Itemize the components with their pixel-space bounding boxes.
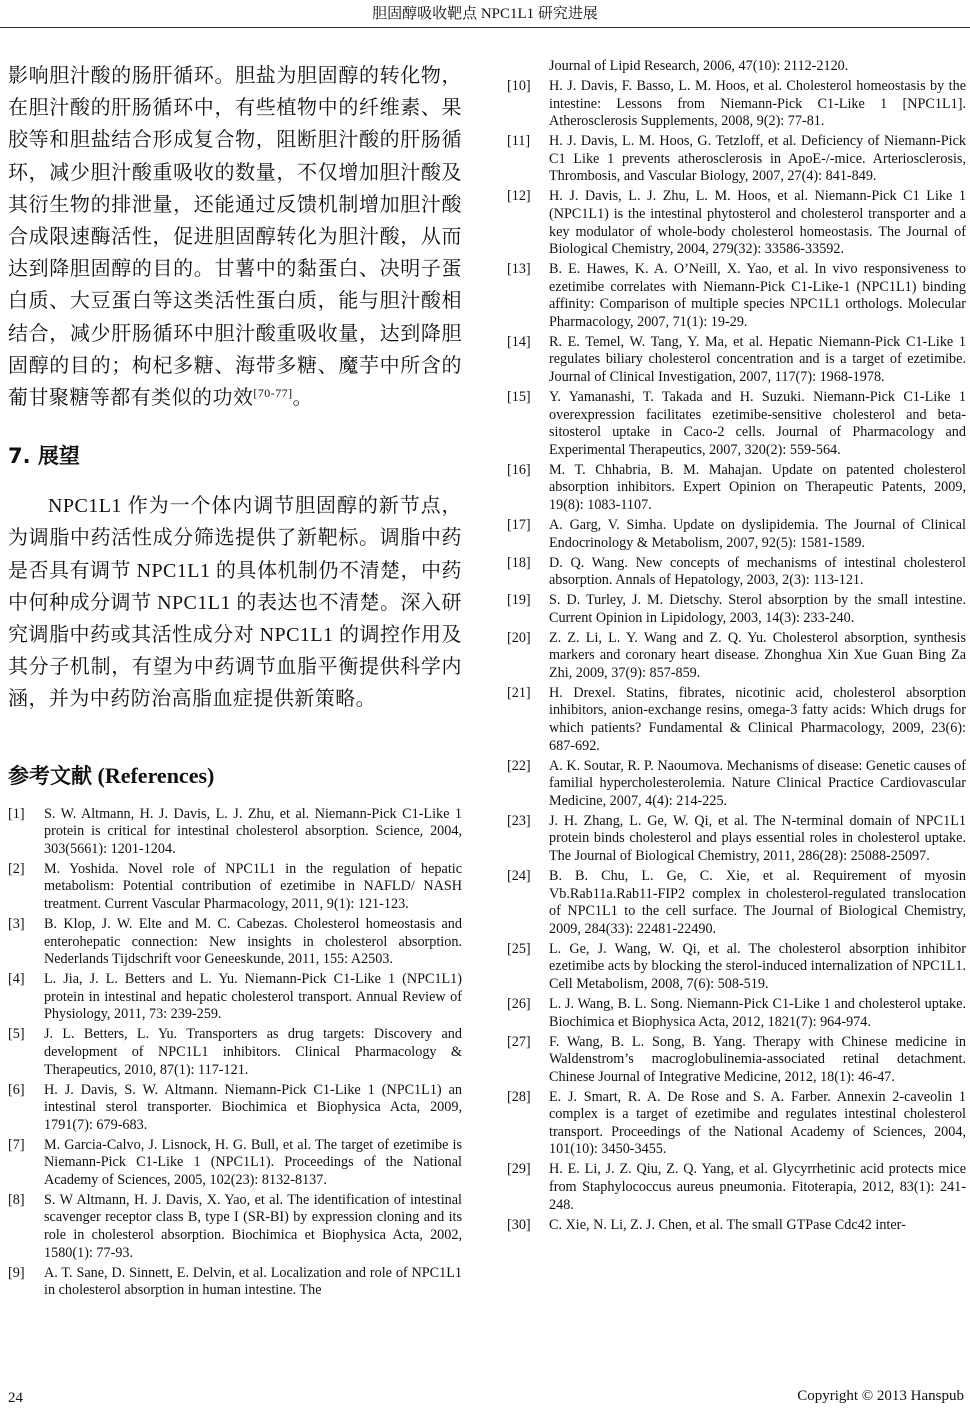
reference-text: R. E. Temel, W. Tang, Y. Ma, et al. Hepatic Niemann-Pick C1-Like 1 regulates biliary cholesterol concentration and is a target of ezetimibe. Journal of Clinical Investigation, 2007, 117(7): 1968-1978. bbox=[549, 333, 966, 386]
reference-item bbox=[507, 1161, 966, 1214]
right-column bbox=[507, 58, 966, 1237]
reference-number: [3] bbox=[8, 916, 25, 932]
reference-number: [6] bbox=[8, 1081, 25, 1098]
reference-item bbox=[8, 1265, 462, 1300]
body-paragraph-outlook: NPC1L1 作为一个体内调节胆固醇的新节点，为调脂中药活性成分筛选提供了新靶标。调脂中药是否具有调节 NPC1L1 的具体机制仍不清楚，中药中何种成分调节 NPC1L1 的表达也不清楚。深入研究调脂中药或其活性成分对 NPC1L1 的调控作用及其分子机制，有望为中药调节血脂平衡提供科学内涵，并为中药防治高脂血症提供新策略。 bbox=[8, 495, 462, 711]
reference-number: [24] bbox=[507, 867, 531, 884]
reference-text: J. L. Betters, L. Yu. Transporters as drug targets: Discovery and development of NPC1L1 inhibitors. Clinical Pharmacology & Therapeutics, 2010, 87(1): 117-121. bbox=[44, 1026, 462, 1078]
reference-number: [4] bbox=[8, 971, 25, 988]
reference-number: [29] bbox=[507, 1161, 531, 1178]
reference-text: L. Jia, J. L. Betters and L. Yu. Niemann-Pick C1-Like 1 (NPC1L1) protein in intestinal and hepatic cholesterol transport. Annual Review of Physiology, 2011, 73: 239-259. bbox=[44, 971, 462, 1023]
reference-item bbox=[8, 1082, 462, 1135]
reference-text: A. T. Sane, D. Sinnett, E. Delvin, et al. Localization and role of NPC1L1 in cholesterol absorption in human intestine. The bbox=[44, 1264, 462, 1299]
body-paragraph bbox=[8, 60, 462, 414]
reference-item bbox=[507, 996, 966, 1031]
reference-number: [21] bbox=[507, 684, 531, 701]
reference-number: [8] bbox=[8, 1191, 25, 1208]
reference-number: [27] bbox=[507, 1033, 531, 1050]
reference-text: L. J. Wang, B. L. Song. Niemann-Pick C1-Like 1 and cholesterol uptake. Biochimica et Biophysica Acta, 2012, 1821(7): 964-974. bbox=[549, 995, 966, 1030]
reference-item bbox=[8, 1137, 462, 1190]
reference-item bbox=[507, 1089, 966, 1159]
reference-item bbox=[8, 861, 462, 914]
reference-item bbox=[507, 868, 966, 938]
copyright: Copyright © 2013 Hanspub bbox=[797, 1388, 964, 1404]
reference-text: A. K. Soutar, R. P. Naoumova. Mechanisms of disease: Genetic causes of familial hypercholesterolemia. Nature Clinical Practice Cardiovascular Medicine, 2007, 4(4): 214-225. bbox=[549, 757, 966, 809]
reference-text: M. T. Chhabria, B. M. Mahajan. Update on patented cholesterol absorption inhibitors. Expert Opinion on Therapeutic Patents, 2009, 19(8): 1083-1107. bbox=[549, 461, 966, 513]
running-header: 胆固醇吸收靶点 NPC1L1 研究进展 bbox=[372, 6, 598, 22]
reference-item bbox=[507, 1034, 966, 1087]
reference-text: S. D. Turley, J. M. Dietschy. Sterol absorption by the small intestine. Current Opinion in Lipidology, 2003, 14(3): 233-240. bbox=[549, 592, 966, 626]
reference-text: H. J. Davis, L. J. Zhu, L. M. Hoos, et al. Niemann-Pick C1 Like 1 (NPC1L1) is the intestinal phytosterol and cholesterol transporter and a key modulator of whole-body cholesterol homeostasis. The Journal of Biological Chemistry, 2004, 279(32): 33586-33592. bbox=[549, 188, 966, 258]
references-heading-cn: 参考文献 bbox=[8, 763, 92, 788]
reference-item bbox=[507, 334, 966, 387]
reference-number: [30] bbox=[507, 1216, 531, 1233]
reference-item bbox=[507, 389, 966, 459]
reference-item bbox=[507, 133, 966, 186]
reference-text: J. H. Zhang, L. Ge, W. Qi, et al. The N-terminal domain of NPC1L1 protein binds cholesterol and plays essential roles in cholesterol uptake. The Journal of Biological Chemistry, 2011, 286(28): 25088-25097. bbox=[549, 812, 966, 864]
reference-number: [10] bbox=[507, 77, 531, 94]
reference-number: [7] bbox=[8, 1136, 25, 1153]
reference-number: [5] bbox=[8, 1026, 25, 1043]
reference-item bbox=[8, 916, 462, 969]
reference-number: [1] bbox=[8, 805, 25, 822]
reference-text: B. E. Hawes, K. A. O’Neill, X. Yao, et al. In vivo responsiveness to ezetimibe correlates with Niemann-Pick C1-Like-1 (NPC1L1) binding affinity: Comparison of multiple species NPC1L1 orthologs. Molecular Pharmacology, 2007, 71(1): 19-29. bbox=[549, 261, 966, 330]
reference-text: B. Klop, J. W. Elte and M. C. Cabezas. Cholesterol homeostasis and enterohepatic connection: New insights in cholesterol absorption. Nederlands Tijdschrift voor Geneeskunde, 2011, 155: A2503. bbox=[44, 916, 462, 968]
reference-text: H. J. Davis, L. M. Hoos, G. Tetzloff, et al. Deficiency of Niemann-Pick C1 Like 1 prevents atherosclerosis in ApoE-/-mice. Arteriosclerosis, Thrombosis, and Vascular Biology, 2007, 27(4): 841-849. bbox=[549, 133, 966, 185]
reference-item bbox=[507, 1217, 966, 1235]
reference-number: [9] bbox=[8, 1264, 25, 1281]
reference-item bbox=[507, 261, 966, 331]
reference-item bbox=[507, 941, 966, 994]
reference-text: S. W. Altmann, H. J. Davis, L. J. Zhu, et al. Niemann-Pick C1-Like 1 protein is critical for intestinal cholesterol absorption. Science, 2004, 303(5661): 1201-1204. bbox=[44, 805, 462, 857]
reference-text: H. J. Davis, S. W. Altmann. Niemann-Pick C1-Like 1 (NPC1L1) an intestinal sterol transporter. Biochimica et Biophysica Acta, 2009, 1791(7): 679-683. bbox=[44, 1081, 462, 1133]
reference-number: [12] bbox=[507, 188, 531, 205]
reference-text: M. Yoshida. Novel role of NPC1L1 in the regulation of hepatic metabolism: Potential contribution of ezetimibe in NAFLD/ NASH treatment. Current Vascular Pharmacology, 2011, 9(1): 121-123. bbox=[44, 860, 462, 913]
reference-number: [14] bbox=[507, 333, 531, 350]
reference-item bbox=[8, 971, 462, 1024]
reference-item bbox=[8, 1192, 462, 1262]
reference-item bbox=[8, 806, 462, 859]
reference-item bbox=[507, 188, 966, 258]
section-heading: 7. 展望 bbox=[8, 444, 80, 469]
left-column bbox=[8, 60, 462, 1302]
reference-number: [28] bbox=[507, 1088, 531, 1105]
references-heading-en: (References) bbox=[92, 762, 215, 788]
reference-text: H. J. Davis, F. Basso, L. M. Hoos, et al. Cholesterol homeostasis by the intestine: Lessons from Niemann-Pick C1-Like 1 [NPC1L1]. Atherosclerosis Supplements, 2008, 9(2): 77-81. bbox=[549, 77, 966, 130]
reference-number: [18] bbox=[507, 554, 531, 571]
reference-text: H. Drexel. Statins, fibrates, nicotinic acid, cholesterol absorption inhibitors, anion-exchange resins, omega-3 fatty acids: Which drugs for which patients? Fundamental & Clinical Pharmacology, 2009, 23(6): 687-692. bbox=[549, 684, 966, 754]
reference-list-left bbox=[8, 806, 462, 1300]
reference-number: [23] bbox=[507, 812, 531, 829]
paragraph-end: 。 bbox=[292, 387, 313, 410]
reference-item bbox=[507, 813, 966, 866]
reference-text: B. B. Chu, L. Ge, C. Xie, et al. Requirement of myosin Vb.Rab11a.Rab11-FIP2 complex in cholesterol-regulated translocation of NPC1L1 to the cell surface. The Journal of Biological Chemistry, 2009, 284(33): 22481-22490. bbox=[549, 867, 966, 937]
reference-number: [20] bbox=[507, 629, 531, 646]
references-heading bbox=[8, 760, 462, 790]
reference-text: E. J. Smart, R. A. De Rose and S. A. Farber. Annexin 2-caveolin 1 complex is a target of ezetimibe and regulates intestinal cholesterol transport. Proceedings of the National Academy of Sciences, 2004, 101(10): 3450-3455. bbox=[549, 1088, 966, 1158]
reference-number: [15] bbox=[507, 389, 531, 406]
reference-number: [17] bbox=[507, 516, 531, 533]
reference-number: [26] bbox=[507, 995, 531, 1012]
reference-item bbox=[8, 1026, 462, 1079]
reference-text: F. Wang, B. L. Song, B. Yang. Therapy with Chinese medicine in Waldenstrom’s macroglobulinemia-associated retinal detachment. Chinese Journal of Integrative Medicine, 2012, 18(1): 46-47. bbox=[549, 1033, 966, 1085]
header-divider bbox=[0, 27, 970, 28]
page-number: 24 bbox=[8, 1390, 23, 1406]
reference-list-right bbox=[507, 78, 966, 1234]
reference-text: Z. Z. Li, L. Y. Wang and Z. Q. Yu. Cholesterol absorption, synthesis markers and coronary heart disease. Zhonghua Xin Xue Guan Bing Za Zhi, 2009, 37(9): 857-859. bbox=[549, 629, 966, 681]
reference-item bbox=[507, 555, 966, 590]
reference-number: [16] bbox=[507, 461, 531, 478]
reference-item bbox=[507, 592, 966, 627]
reference-item bbox=[507, 685, 966, 755]
reference-text: A. Garg, V. Simha. Update on dyslipidemia. The Journal of Clinical Endocrinology & Metabolism, 2007, 92(5): 1581-1589. bbox=[549, 516, 966, 551]
reference-number: [22] bbox=[507, 757, 531, 774]
reference-number: [13] bbox=[507, 261, 531, 278]
reference-item bbox=[507, 630, 966, 683]
reference-text: Y. Yamanashi, T. Takada and H. Suzuki. Niemann-Pick C1-Like 1 overexpression facilitates ezetimibe-sensitive cholesterol and beta-sitosterol uptake in Caco-2 cells. Journal of Pharmacology and Experimental Therapeutics, 2007, 320(2): 559-564. bbox=[549, 389, 966, 458]
reference-number: [19] bbox=[507, 592, 531, 609]
reference-text: H. E. Li, J. Z. Qiu, Z. Q. Yang, et al. Glycyrrhetinic acid protects mice from Staphylococcus aureus pneumonia. Fitoterapia, 2012, 83(1): 241-248. bbox=[549, 1161, 966, 1213]
paragraph-text: 影响胆汁酸的肠肝循环。胆盐为胆固醇的转化物，在胆汁酸的肝肠循环中，有些植物中的纤维素、果胶等和胆盐结合形成复合物，阻断胆汁酸的肝肠循环，减少胆汁酸重吸收的数量，不仅增加胆汁酸及其衍生物的排泄量，还能通过反馈机制增加胆汁酸合成限速酶活性，促进胆固醇转化为胆汁酸，从而达到降胆固醇的目的。甘薯中的黏蛋白、决明子蛋白质、大豆蛋白等这类活性蛋白质，能与胆汁酸相结合，减少肝肠循环中胆汁酸重吸收量，达到降胆固醇的目的；枸杞多糖、海带多糖、魔芋中所含的葡甘聚糖等都有类似的功效 bbox=[8, 65, 462, 410]
reference-number: [25] bbox=[507, 940, 531, 957]
reference-text: L. Ge, J. Wang, W. Qi, et al. The cholesterol absorption inhibitor ezetimibe acts by blocking the sterol-induced internalization of NPC1L1. Cell Metabolism, 2008, 7(6): 508-519. bbox=[549, 940, 966, 992]
reference-item bbox=[507, 462, 966, 515]
reference-text: M. Garcia-Calvo, J. Lisnock, H. G. Bull, et al. The target of ezetimibe is Niemann-Pick C1-Like 1 (NPC1L1). Proceedings of the National Academy of Sciences, 2005, 102(23): 8132-8137. bbox=[44, 1136, 462, 1188]
reference-item bbox=[507, 758, 966, 811]
reference-text: S. W Altmann, H. J. Davis, X. Yao, et al. The identification of intestinal scavenger receptor class B, type I (SR-BI) by expression cloning and its role in cholesterol absorption. Biochimica et Biophysica Acta, 2002, 1580(1): 77-93. bbox=[44, 1191, 462, 1261]
reference-item bbox=[507, 78, 966, 131]
reference-item bbox=[507, 517, 966, 552]
reference-number: [11] bbox=[507, 133, 531, 150]
reference-text: C. Xie, N. Li, Z. J. Chen, et al. The small GTPase Cdc42 inter- bbox=[549, 1216, 906, 1233]
reference-number: [2] bbox=[8, 860, 25, 877]
reference-continuation: Journal of Lipid Research, 2006, 47(10): 2112-2120. bbox=[549, 58, 849, 74]
citation: [70-77] bbox=[253, 386, 293, 401]
reference-text: D. Q. Wang. New concepts of mechanisms of intestinal cholesterol absorption. Annals of Hepatology, 2003, 2(3): 113-121. bbox=[549, 554, 966, 589]
